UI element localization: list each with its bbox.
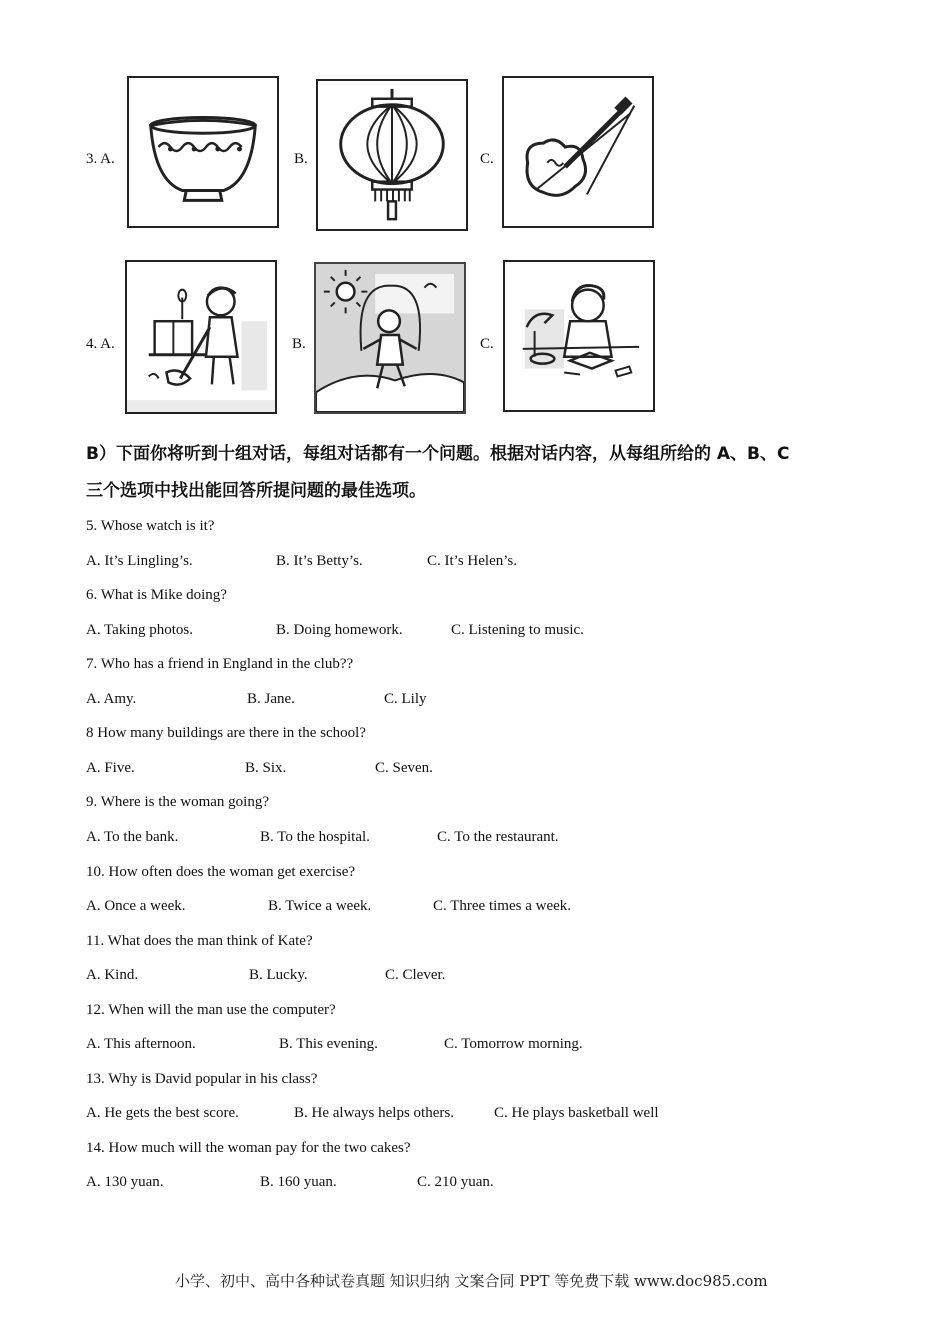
question-14-option-c[interactable]: C. 210 yuan.	[417, 1174, 494, 1190]
section-b-line-2: 三个选项中找出能回答所提问题的最佳选项。	[86, 481, 426, 501]
question-5-text: 5. Whose watch is it?	[86, 518, 215, 534]
q4-option-b-image[interactable]	[314, 262, 466, 414]
question-5-option-c[interactable]: C. It’s Helen’s.	[427, 553, 517, 569]
girl-sweeping-icon	[127, 262, 275, 412]
boy-reading-icon	[505, 262, 653, 410]
question-7-option-a[interactable]: A. Amy.	[86, 691, 137, 707]
question-6-text: 6. What is Mike doing?	[86, 587, 227, 603]
section-b-instruction	[86, 436, 876, 510]
q3-option-c-image[interactable]	[502, 76, 654, 228]
question-12-option-c[interactable]: C. Tomorrow morning.	[444, 1036, 583, 1052]
question-8-option-b[interactable]: B. Six.	[245, 760, 287, 776]
question-7-text: 7. Who has a friend in England in the club??	[86, 656, 354, 672]
question-9-option-c[interactable]: C. To the restaurant.	[437, 829, 559, 845]
question-10-option-b[interactable]: B. Twice a week.	[268, 898, 372, 914]
question-6-option-b[interactable]: B. Doing homework.	[276, 622, 403, 638]
question-5-option-a[interactable]: A. It’s Lingling’s.	[86, 553, 193, 569]
q4-label-c: C.	[480, 336, 494, 352]
q3-option-a-image[interactable]	[127, 76, 279, 228]
girl-jumping-rope-icon	[316, 264, 464, 412]
question-7-option-c[interactable]: C. Lily	[384, 691, 427, 707]
question-9-text: 9. Where is the woman going?	[86, 794, 270, 810]
question-11-option-c[interactable]: C. Clever.	[385, 967, 446, 983]
question-5-option-b[interactable]: B. It’s Betty’s.	[276, 553, 363, 569]
question-12-option-a[interactable]: A. This afternoon.	[86, 1036, 196, 1052]
page-footer: 小学、初中、高中各种试卷真题 知识归纳 文案合同 PPT 等免费下载 www.doc985.com	[175, 1272, 768, 1290]
question-12-option-b[interactable]: B. This evening.	[279, 1036, 378, 1052]
q4-option-a-image[interactable]	[125, 260, 277, 414]
question-10-option-c[interactable]: C. Three times a week.	[433, 898, 572, 914]
section-b-line-1: B）下面你将听到十组对话，每组对话都有一个问题。根据对话内容，从每组所给的 A、B、C	[86, 444, 790, 464]
lantern-icon	[318, 81, 466, 229]
question-8-option-c[interactable]: C. Seven.	[375, 760, 433, 776]
q3-option-b-image[interactable]	[316, 79, 468, 231]
question-13-text: 13. Why is David popular in his class?	[86, 1071, 318, 1087]
bowl-icon	[129, 78, 277, 226]
question-11-text: 11. What does the man think of Kate?	[86, 933, 313, 949]
q3-number-a: 3. A.	[86, 151, 115, 167]
q3-label-b: B.	[294, 151, 308, 167]
question-8-text: 8 How many buildings are there in the school?	[86, 725, 366, 741]
question-14-text: 14. How much will the woman pay for the two cakes?	[86, 1140, 411, 1156]
question-6-option-a[interactable]: A. Taking photos.	[86, 622, 194, 638]
question-6-option-c[interactable]: C. Listening to music.	[451, 622, 584, 638]
question-10-text: 10. How often does the woman get exercise?	[86, 864, 356, 880]
question-13-option-c[interactable]: C. He plays basketball well	[494, 1105, 659, 1121]
question-12-text: 12. When will the man use the computer?	[86, 1002, 336, 1018]
q4-number-a: 4. A.	[86, 336, 115, 352]
violin-icon	[504, 78, 652, 226]
question-13-option-b[interactable]: B. He always helps others.	[294, 1105, 454, 1121]
question-13-option-a[interactable]: A. He gets the best score.	[86, 1105, 239, 1121]
q4-option-c-image[interactable]	[503, 260, 655, 412]
question-8-option-a[interactable]: A. Five.	[86, 760, 135, 776]
q4-label-b: B.	[292, 336, 306, 352]
question-14-option-b[interactable]: B. 160 yuan.	[260, 1174, 337, 1190]
question-10-option-a[interactable]: A. Once a week.	[86, 898, 186, 914]
question-14-option-a[interactable]: A. 130 yuan.	[86, 1174, 164, 1190]
question-11-option-a[interactable]: A. Kind.	[86, 967, 139, 983]
question-9-option-b[interactable]: B. To the hospital.	[260, 829, 370, 845]
q3-label-c: C.	[480, 151, 494, 167]
question-9-option-a[interactable]: A. To the bank.	[86, 829, 179, 845]
question-11-option-b[interactable]: B. Lucky.	[249, 967, 308, 983]
question-7-option-b[interactable]: B. Jane.	[247, 691, 295, 707]
